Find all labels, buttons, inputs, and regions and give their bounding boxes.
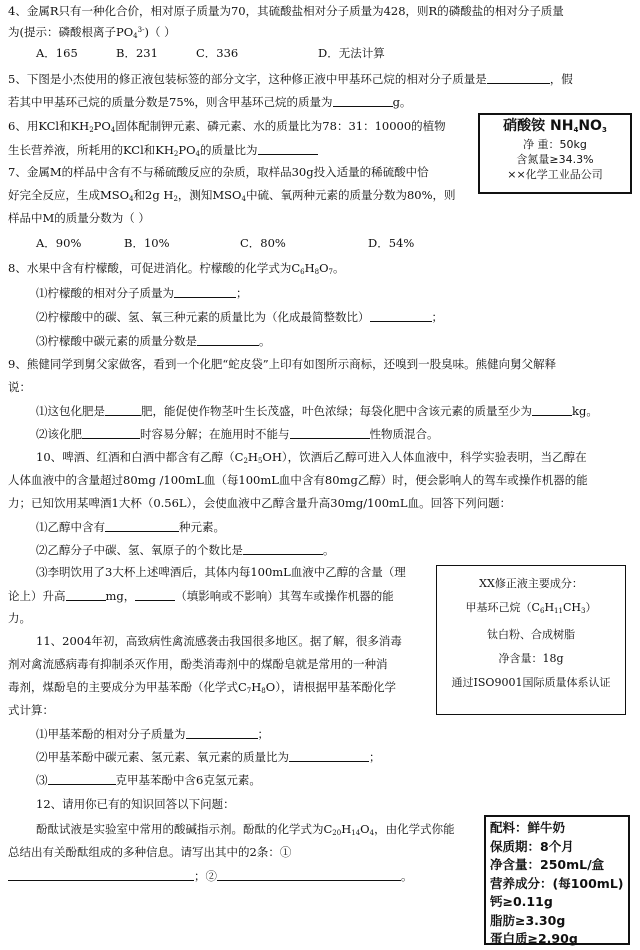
q11-part1: ⑴甲基苯酚的相对分子质量为 ；: [36, 727, 269, 741]
corrector-certification: 通过ISO9001国际质量体系认证: [451, 676, 611, 689]
corrector-net-content: 净含量：18g: [498, 652, 564, 665]
q4-option-a[interactable]: A．165: [36, 46, 78, 60]
q4-option-d[interactable]: D．无法计算: [318, 46, 385, 60]
q10-blank-3[interactable]: [66, 589, 106, 601]
q8-blank-2[interactable]: [370, 310, 432, 322]
q5-line2: 若其中甲基环己烷的质量分数是75%，则含甲基环己烷的质量为 g。: [8, 95, 412, 109]
milk-row: 钙≥0.11g: [490, 894, 553, 909]
q6-line1: 6、用KCl和$KH_2PO_4$固体配制钾元素、磷元素、水的质量比为78：31：10000的植物: [8, 119, 446, 134]
q9-blank-4[interactable]: [290, 427, 370, 439]
nitrate-label-title: 硝酸铵 $NH_4NO_3$: [503, 118, 607, 134]
q7-line2: 好完全反应，生成$MSO_4$和2g $H_2$，测知$MSO_4$中硫、氧两种元素的质量分数为80%，则: [8, 188, 456, 203]
q11-blank-2[interactable]: [289, 750, 369, 762]
milk-row: 净含量：250mL/盒: [490, 857, 605, 872]
q10-part1: ⑴乙醇中含有 种元素。: [36, 520, 225, 534]
q11-line4: 式计算：: [8, 703, 54, 717]
nitrate-company: ××化学工业品公司: [507, 168, 603, 181]
q7-option-d[interactable]: D．54%: [368, 236, 415, 250]
q5-blank-2[interactable]: [333, 95, 393, 107]
q10-part3-end: 力。: [8, 611, 31, 625]
q10-line2: 人体血液中的含量超过80mg /100mL血（每100mL血中含有80mg乙醇）时，便会影响人的驾车或操作机器的能: [8, 473, 588, 487]
corrector-title: XX修正液主要成分：: [479, 577, 583, 590]
milk-row: 脂肪≥3.30g: [490, 912, 566, 928]
nitrate-nitrogen-content: 含氮量≥34.3%: [516, 153, 594, 166]
q10-blank-4[interactable]: [135, 589, 175, 601]
correction-fluid-label: [436, 565, 626, 715]
q9-part2: ⑵该化肥 时容易分解；在施用时不能与 性物质混合。: [36, 427, 439, 441]
q10-line3: 力；已知饮用某啤酒1大杯（0.56L），会使血液中乙醇含量升高30mg/100mL血。回答下列问题：: [8, 496, 512, 510]
q10-blank-1[interactable]: [105, 520, 179, 532]
milk-row: 配料：鲜牛奶: [490, 820, 566, 835]
q7-line1: 7、金属M的样品中含有不与稀硫酸反应的杂质，取样品30g投入适量的稀硫酸中恰: [8, 165, 429, 179]
q4-options: [36, 47, 385, 60]
milk-label: [484, 815, 630, 945]
q8-part2: ⑵柠檬酸中的碳、氢、氧三种元素的质量比为（化成最简整数比） ；: [36, 310, 443, 324]
q12-line2: 酚酞试液是实验室中常用的酸碱指示剂。酚酞的化学式为$C_{20}H_{14}O_4$，由化学式你能: [36, 822, 455, 837]
q10-part3-cont: 论上）升高 mg， （填影响或不影响）其驾车或操作机器的能: [8, 589, 394, 603]
q8-blank-1[interactable]: [174, 286, 236, 298]
q11-blank-3[interactable]: [48, 773, 116, 785]
q11-line1: 11、2004年初，高致病性禽流感袭击我国很多地区。据了解，很多消毒: [36, 634, 402, 648]
q7-options: [36, 237, 414, 250]
q6-blank[interactable]: [258, 143, 318, 155]
ammonium-nitrate-label: [478, 113, 632, 194]
nitrate-net-weight: 净 重：50kg: [523, 138, 587, 151]
q9-line1: 9、熊健同学到舅父家做客，看到一个化肥“蛇皮袋”上印有如图所示商标，还嗅到一股臭味。熊健向舅父解释: [8, 357, 557, 371]
milk-row: 蛋白质≥2.90g: [490, 931, 578, 946]
q4-line2: 为(提示：磷酸根离子$PO_4^{3-}$)（ ）: [8, 25, 176, 40]
q12-line1: 12、请用你已有的知识回答以下问题：: [36, 797, 235, 811]
q5-line1: 5、下图是小杰使用的修正液包装标签的部分文字，这种修正液中甲基环己烷的相对分子质量是 ，假: [8, 72, 573, 86]
q4-option-b[interactable]: B．231: [116, 46, 158, 60]
q9-line2: 说：: [8, 380, 31, 394]
q12-blank-2[interactable]: [217, 869, 401, 881]
q11-part3: ⑶ 克甲基苯酚中含6克氢元素。: [36, 773, 261, 787]
q8-stem: 8、水果中含有柠檬酸，可促进消化。柠檬酸的化学式为$C_6H_8O_7$。: [8, 261, 345, 276]
q11-part2: ⑵甲基苯酚中碳元素、氢元素、氧元素的质量比为 ；: [36, 750, 381, 764]
q10-blank-2[interactable]: [243, 543, 323, 555]
milk-row: 营养成分：(每100mL): [490, 875, 624, 891]
q6-line2: 生长营养液，所耗用的KCl和$KH_2PO_4$的质量比为: [8, 143, 318, 161]
q10-part2: ⑵乙醇分子中碳、氢、氧原子的个数比是 。: [36, 543, 335, 557]
q12-blank-1[interactable]: [8, 869, 194, 881]
q9-blank-1[interactable]: [105, 404, 141, 416]
q11-line3: 毒剂，煤酚皂的主要成分为甲基苯酚（化学式$C_7H_8O$），请根据甲基苯酚化学: [8, 680, 396, 695]
corrector-ingredient-1: 甲基环己烷$(C_6H_{11}CH_3)$: [465, 601, 597, 615]
q12-line4: ；② 。: [8, 869, 413, 883]
q7-option-b[interactable]: B．10%: [124, 236, 170, 250]
q8-part1: ⑴柠檬酸的相对分子质量为 ；: [36, 286, 248, 300]
q12-line3: 总结出有关酚酞组成的多种信息。请写出其中的2条：①: [8, 845, 292, 859]
q4-option-c[interactable]: C．336: [196, 46, 239, 60]
q9-part1: ⑴这包化肥是 肥，能促使作物茎叶生长茂盛，叶色浓绿；每袋化肥中含该元素的质量至少为 kg。: [36, 404, 598, 418]
q9-blank-2[interactable]: [532, 404, 572, 416]
q9-blank-3[interactable]: [82, 427, 140, 439]
q7-option-a[interactable]: A．90%: [36, 236, 82, 250]
q8-blank-3[interactable]: [197, 334, 259, 346]
q7-option-c[interactable]: C．80%: [240, 236, 286, 250]
corrector-ingredient-2: 钛白粉、合成树脂: [487, 628, 575, 641]
q11-blank-1[interactable]: [186, 727, 258, 739]
q8-part3: ⑶柠檬酸中碳元素的质量分数是 。: [36, 334, 271, 348]
q10-part3: ⑶李明饮用了3大杯上述啤酒后，其体内每100mL血液中乙醇的含量（理: [36, 565, 406, 579]
q10-line1: 10、啤酒、红酒和白酒中都含有乙醇$(C_2H_5OH)$，饮酒后乙醇可进入人体血液中，科学实验表明，当乙醇在: [36, 450, 587, 465]
q4-line1: 4、金属R只有一种化合价，相对原子质量为70，其硫酸盐相对分子质量为428，则R的磷酸盐的相对分子质量: [8, 4, 564, 18]
milk-row: 保质期：8个月: [490, 838, 574, 854]
q5-blank-1[interactable]: [487, 72, 550, 84]
q11-line2: 剂对禽流感病毒有抑制杀灭作用，酚类消毒剂中的煤酚皂就是常用的一种消: [8, 657, 388, 671]
q7-line3: 样品中M的质量分数为（ ）: [8, 211, 150, 225]
